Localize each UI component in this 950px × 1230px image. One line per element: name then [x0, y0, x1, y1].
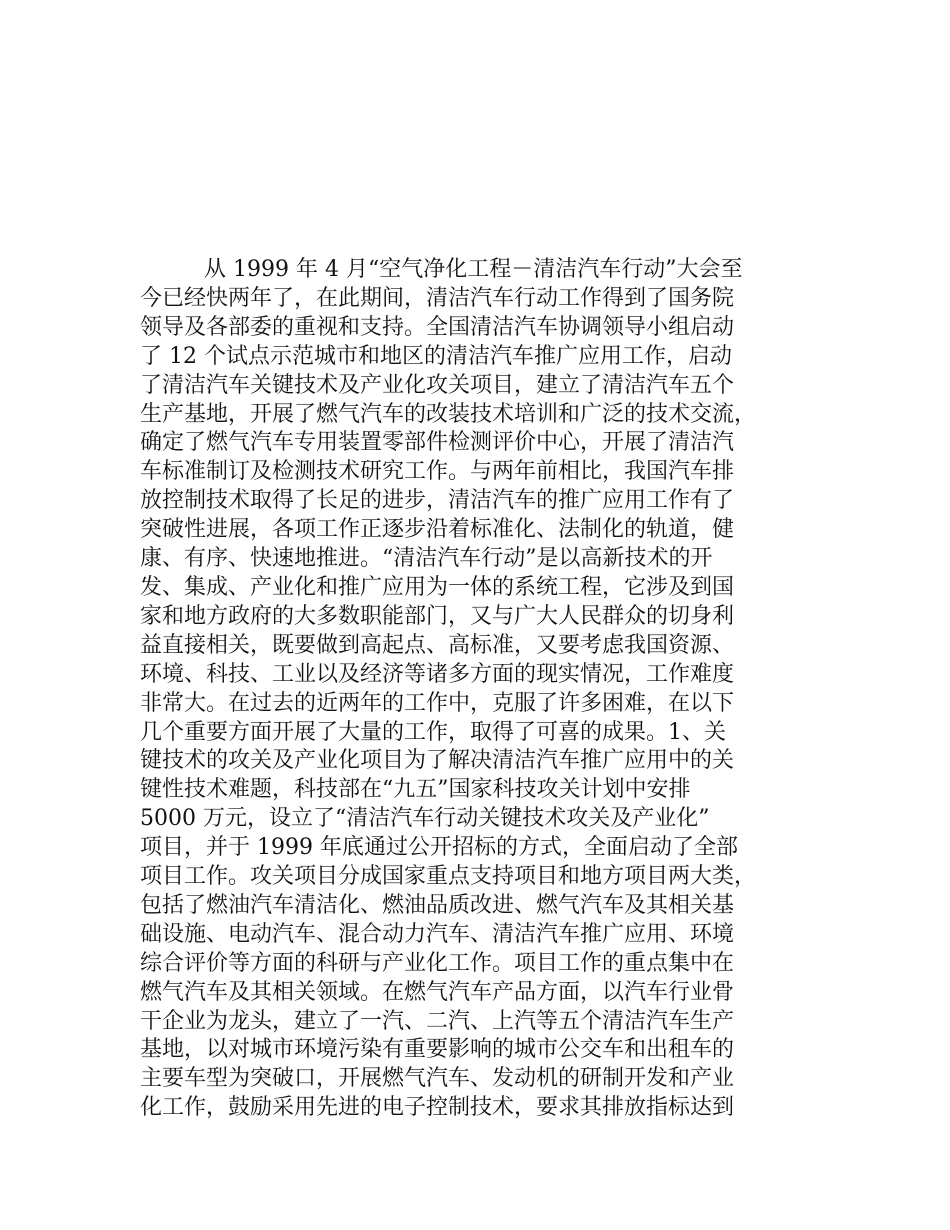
paragraph-line: 从 1999 年 4 月“空气净化工程－清洁汽车行动”大会至 — [204, 257, 743, 282]
paragraph-line: 突破性进展，各项工作正逐步沿着标准化、法制化的轨道，健 — [140, 517, 735, 543]
paragraph-line: 益直接相关，既要做到高起点、高标准，又要考虑我国资源、 — [140, 632, 735, 658]
paragraph-line: 车标准制订及检测技术研究工作。与两年前相比，我国汽车排 — [140, 459, 735, 485]
paragraph-line: 基地，以对城市环境污染有重要影响的城市公交车和出租车的 — [140, 1037, 735, 1063]
paragraph-line: 项目，并于 1999 年底通过公开招标的方式，全面启动了全部 — [140, 835, 738, 861]
paragraph-line: 康、有序、快速地推进。“清洁汽车行动”是以高新技术的开 — [140, 546, 713, 572]
paragraph-line: 主要车型为突破口，开展燃气汽车、发动机的研制开发和产业 — [140, 1066, 735, 1092]
paragraph-line: 了清洁汽车关键技术及产业化攻关项目，建立了清洁汽车五个 — [140, 372, 735, 398]
paragraph-line: 项目工作。攻关项目分成国家重点支持项目和地方项目两大类， — [140, 864, 757, 890]
paragraph-line: 放控制技术取得了长足的进步，清洁汽车的推广应用工作有了 — [140, 488, 735, 514]
paragraph-line: 包括了燃油汽车清洁化、燃油品质改进、燃气汽车及其相关基 — [140, 892, 735, 918]
paragraph-line: 环境、科技、工业以及经济等诸多方面的现实情况，工作难度 — [140, 661, 735, 687]
paragraph-line: 础设施、电动汽车、混合动力汽车、清洁汽车推广应用、环境 — [140, 921, 735, 947]
paragraph-line: 干企业为龙头，建立了一汽、二汽、上汽等五个清洁汽车生产 — [140, 1008, 735, 1034]
paragraph-line: 非常大。在过去的近两年的工作中，克服了许多困难，在以下 — [140, 690, 735, 716]
paragraph-line: 发、集成、产业化和推广应用为一体的系统工程，它涉及到国 — [140, 574, 735, 600]
paragraph-line: 键性技术难题，科技部在“九五”国家科技攻关计划中安排 — [140, 777, 691, 803]
paragraph-line: 化工作，鼓励采用先进的电子控制技术，要求其排放指标达到 — [140, 1095, 735, 1121]
body-paragraph — [140, 256, 830, 1123]
paragraph-line: 5000 万元，设立了“清洁汽车行动关键技术攻关及产业化” — [140, 806, 710, 832]
paragraph-line: 确定了燃气汽车专用装置零部件检测评价中心，开展了清洁汽 — [140, 430, 735, 456]
paragraph-line: 几个重要方面开展了大量的工作，取得了可喜的成果。1、关 — [140, 719, 726, 745]
paragraph-line: 键技术的攻关及产业化项目为了解决清洁汽车推广应用中的关 — [140, 748, 735, 774]
paragraph-line: 领导及各部委的重视和支持。全国清洁汽车协调领导小组启动 — [140, 314, 735, 340]
paragraph-line: 今已经快两年了，在此期间，清洁汽车行动工作得到了国务院 — [140, 285, 735, 311]
paragraph-line: 综合评价等方面的科研与产业化工作。项目工作的重点集中在 — [140, 950, 735, 976]
paragraph-line: 生产基地，开展了燃气汽车的改装技术培训和广泛的技术交流， — [140, 401, 757, 427]
paragraph-line: 燃气汽车及其相关领域。在燃气汽车产品方面，以汽车行业骨 — [140, 979, 735, 1005]
paragraph-line: 家和地方政府的大多数职能部门，又与广大人民群众的切身利 — [140, 603, 735, 629]
paragraph-line: 了 12 个试点示范城市和地区的清洁汽车推广应用工作，启动 — [140, 343, 732, 369]
